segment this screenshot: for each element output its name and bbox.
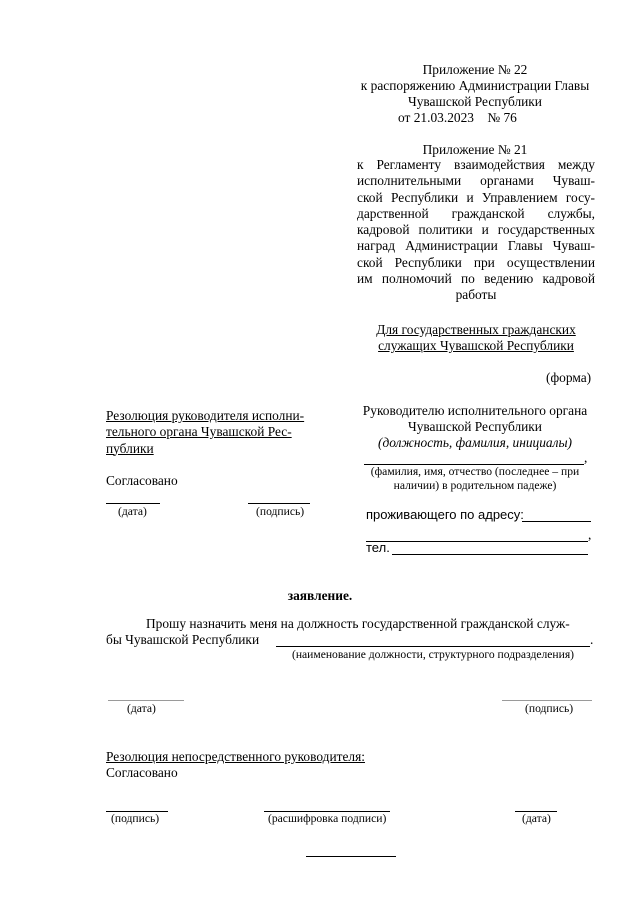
applicability-line-2: служащих Чувашской Республики xyxy=(378,338,574,353)
appendix-21-line: кадровой политики и государственных xyxy=(357,222,595,238)
appendix-22-order: к распоряжению Администрации Главы xyxy=(360,78,590,93)
head-resolution-line: тельного органа Чувашской Рес- xyxy=(106,424,292,440)
head-date-line xyxy=(106,503,160,504)
phone-label: тел. xyxy=(366,540,390,555)
phone-line xyxy=(392,554,588,555)
statement-text-1: Прошу назначить меня на должность государственной гражданской служ- xyxy=(146,616,570,631)
appendix-22-title: Приложение № 22 xyxy=(422,62,528,77)
appendix-22-date-number: от 21.03.2023 № 76 xyxy=(398,110,517,125)
appendix-21-body xyxy=(357,157,595,304)
statement-date-caption: (дата) xyxy=(127,702,156,715)
direct-decode-caption: (расшифровка подписи) xyxy=(268,812,387,825)
address-comma: , xyxy=(588,527,592,542)
head-date-caption: (дата) xyxy=(118,505,147,518)
appendix-21-line: ской Республики и Управлением госу- xyxy=(357,189,595,205)
statement-title: заявление. xyxy=(287,588,353,603)
direct-resolution-title: Резолюция непосредственного руководителя: xyxy=(106,749,365,764)
position-line xyxy=(276,646,590,647)
address-line-1 xyxy=(522,521,591,522)
appendix-21-last-line: работы xyxy=(455,287,497,303)
head-sign-caption: (подпись) xyxy=(256,505,305,518)
position-caption: (наименование должности, структурного подразделения) xyxy=(291,648,575,661)
statement-date-line xyxy=(108,700,184,701)
addressee-position-caption: (должность, фамилия, инициалы) xyxy=(377,435,572,450)
direct-agreed: Согласовано xyxy=(106,765,178,780)
direct-sign-caption: (подпись) xyxy=(111,812,160,825)
appendix-21-line: дарственной гражданской службы, xyxy=(357,205,595,221)
head-resolution-line: Резолюция руководителя исполни- xyxy=(106,408,305,423)
closing-separator xyxy=(306,856,396,857)
appendix-21-line: ской Республики при осуществлении xyxy=(357,254,595,270)
addressee-line-1: Руководителю исполнительного органа xyxy=(362,403,588,418)
fio-caption-1: (фамилия, имя, отчество (последнее – при xyxy=(370,465,580,478)
head-resolution-line: публики xyxy=(106,440,154,456)
head-sign-line xyxy=(248,503,310,504)
head-agreed: Согласовано xyxy=(106,473,178,488)
head-resolution xyxy=(106,408,316,457)
addressee-line-2: Чувашской Республики xyxy=(408,419,542,434)
statement-sign-line xyxy=(502,700,592,701)
applicability-line-1: Для государственных гражданских xyxy=(376,322,576,337)
statement-sign-caption: (подпись) xyxy=(525,702,574,715)
statement-period: . xyxy=(590,632,594,647)
direct-date-caption: (дата) xyxy=(522,812,551,825)
appendix-21-line: к Регламенту взаимодействия между xyxy=(357,157,595,172)
appendix-21-line: им полномочий по ведению кадровой xyxy=(357,271,595,287)
statement-text-2: бы Чувашской Республики xyxy=(106,632,260,647)
appendix-21-line: исполнительными органами Чуваш- xyxy=(357,173,595,189)
form-label: (форма) xyxy=(546,370,592,385)
address-label: проживающего по адресу: xyxy=(366,507,524,522)
appendix-22-republic: Чувашской Республики xyxy=(408,94,542,109)
address-line-2 xyxy=(366,541,588,542)
appendix-21-title: Приложение № 21 xyxy=(422,142,528,157)
fio-comma: , xyxy=(584,450,588,465)
appendix-21-line: наград Администрации Главы Чуваш- xyxy=(357,238,595,254)
fio-caption-2: наличии) в родительном падеже) xyxy=(393,479,557,492)
